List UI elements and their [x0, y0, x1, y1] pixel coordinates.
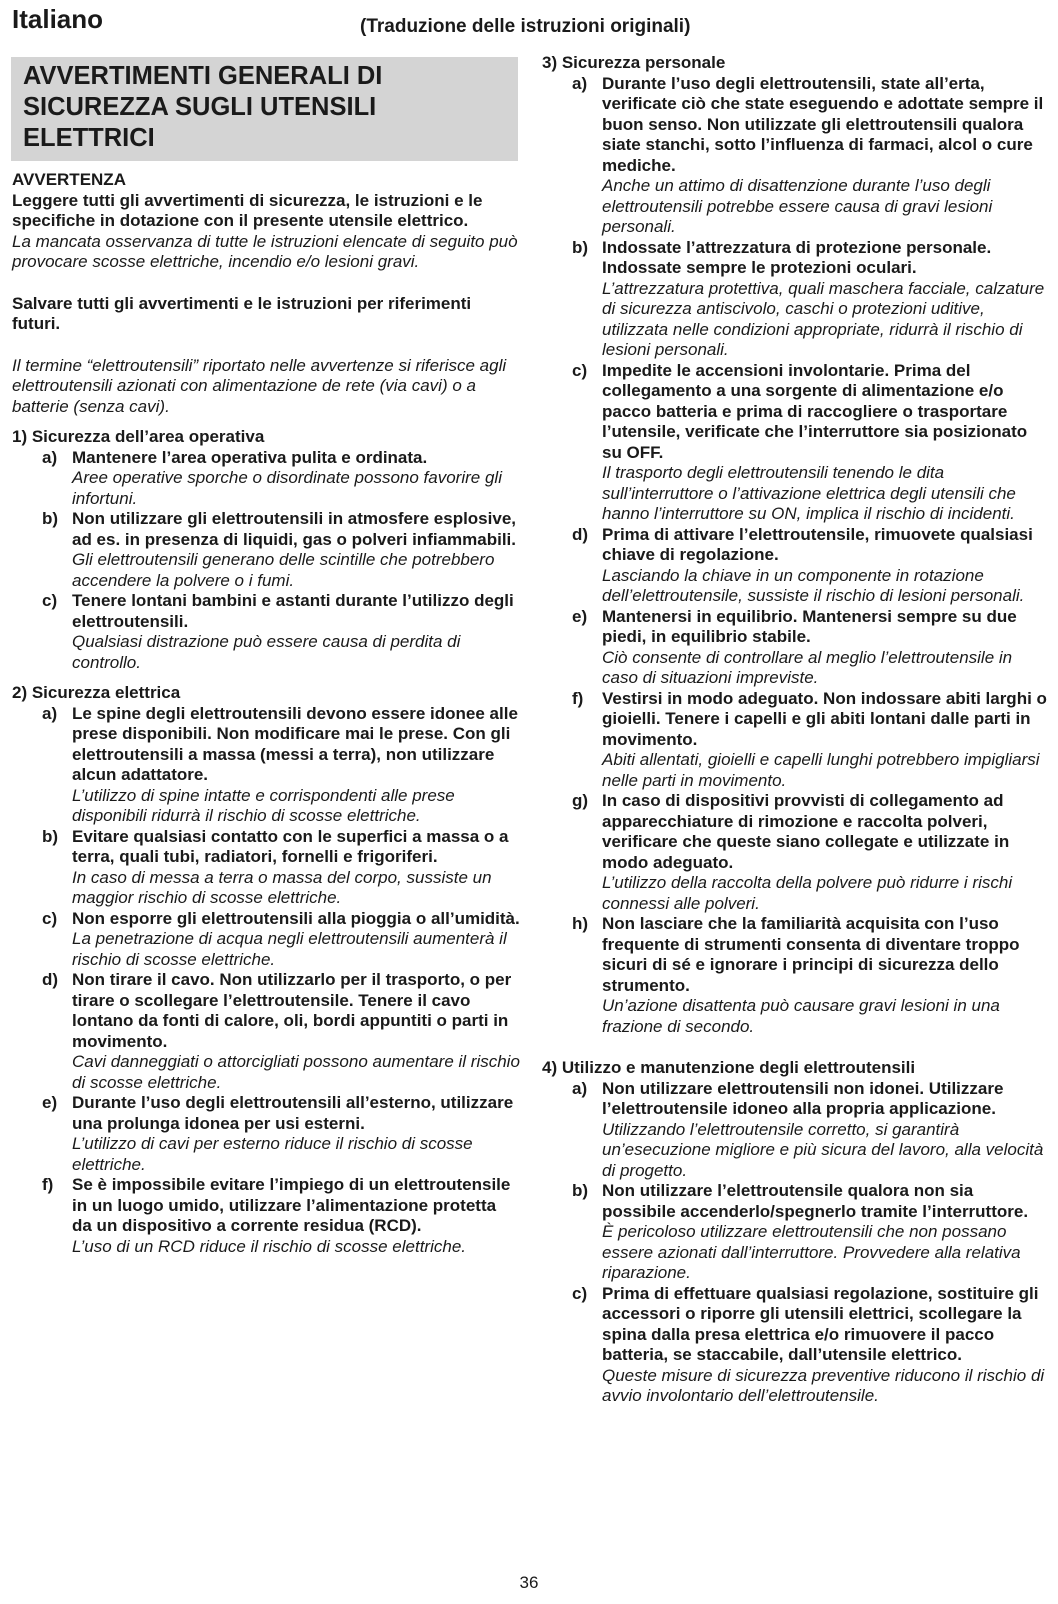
left-column: [12, 170, 520, 1257]
item-instruction: Non esporre gli elettroutensili alla pioggia o all’umidità.: [72, 908, 520, 928]
list-item: [542, 1181, 1048, 1284]
item-instruction: Prima di effettuare qualsiasi regolazione, sostituire gli accessori o riporre gli utensili elettrici, scollegare la spina dalla presa elettrica e/o rimuovere il pacco batteria, se staccabile, dall’utensile elettrico.: [602, 1283, 1039, 1364]
list-item: [12, 909, 520, 971]
item-label: c): [572, 1283, 588, 1303]
item-instruction: Non lasciare che la familiarità acquisita con l’uso frequente di strumenti consenta di diventare troppo sicuri di sé e ignorare i principi di sicurezza dello strumento.: [602, 914, 1020, 995]
list-item: [12, 509, 520, 591]
item-label: c): [42, 591, 58, 610]
item-label: f): [42, 1175, 54, 1194]
section-work-area: [12, 427, 520, 673]
item-explanation: L’utilizzo di cavi per esterno riduce il rischio di scosse elettriche.: [72, 1134, 473, 1174]
item-instruction: Tenere lontani bambini e astanti durante l’utilizzo degli elettroutensili.: [72, 591, 514, 631]
item-instruction: Non tirare il cavo. Non utilizzarlo per il trasporto, o per tirare o scollegare l’elettroutensile. Tenere il cavo lontano da fonti di calore, oli, bordi appuntiti o parti in movimento.: [72, 970, 512, 1051]
item-instruction: Non utilizzare gli elettroutensili in atmosfere esplosive, ad es. in presenza di liquidi, gas o polveri infiammabili.: [72, 509, 516, 549]
item-explanation: Cavi danneggiati o attorcigliati possono aumentare il rischio di scosse elettriche.: [72, 1052, 520, 1092]
item-explanation: Aree operative sporche o disordinate possono favorire gli infortuni.: [72, 468, 502, 508]
warning-consequence: La mancata osservanza di tutte le istruzioni elencate di seguito può provocare scosse elettriche, incendio e/o lesioni gravi.: [12, 231, 518, 271]
item-label: a): [572, 1078, 588, 1098]
item-label: d): [42, 970, 59, 989]
list-item: [542, 1079, 1048, 1182]
item-explanation: In caso di messa a terra o massa del corpo, sussiste un maggior rischio di scosse elettriche.: [72, 867, 492, 907]
translation-subtitle: (Traduzione delle istruzioni originali): [360, 16, 691, 37]
section-title: 3) Sicurezza personale: [542, 53, 726, 72]
save-instructions: Salvare tutti gli avvertimenti e le istruzioni per riferimenti futuri.: [12, 293, 472, 333]
item-instruction: Le spine degli elettroutensili devono essere idonee alle prese disponibili. Non modificare mai le prese. Con gli elettroutensili a massa (messi a terra), non utilizzare alcun adattatore.: [72, 703, 518, 784]
item-label: b): [42, 509, 59, 528]
item-instruction: Impedite le accensioni involontarie. Prima del collegamento a una sorgente di alimentazione e/o pacco batteria e prima di raccogliere o trasportare l’utensile, verificate che l’interruttore sia posizionato su OFF.: [602, 360, 1028, 462]
item-label: c): [572, 360, 588, 380]
item-explanation: L’utilizzo di spine intatte e corrispondenti alle prese disponibili ridurrà il rischio di scosse elettriche.: [72, 785, 455, 825]
item-explanation: Anche un attimo di disattenzione durante l’uso degli elettroutensili potrebbe essere causa di gravi lesioni personali.: [602, 176, 993, 236]
list-item: [542, 607, 1048, 689]
item-explanation: È pericoloso utilizzare elettroutensili che non possano essere azionati dall’interruttore. Provvedere alla relativa riparazione.: [602, 1222, 1021, 1282]
item-label: a): [42, 703, 58, 723]
item-label: b): [572, 237, 589, 257]
item-explanation: L’uso di un RCD riduce il rischio di scosse elettriche.: [72, 1236, 467, 1256]
list-item: [542, 914, 1048, 1037]
item-instruction: Mantenere l’area operativa pulita e ordinata.: [72, 447, 428, 467]
item-explanation: Abiti allentati, gioielli e capelli lunghi potrebbero impigliarsi nelle parti in movimento.: [602, 750, 1040, 790]
item-instruction: Durante l’uso degli elettroutensili all’esterno, utilizzare una prolunga idonea per usi esterni.: [72, 1093, 514, 1133]
list-item: [542, 689, 1048, 792]
list-item: [542, 525, 1048, 607]
item-explanation: Un’azione disattenta può causare gravi lesioni in una frazione di secondo.: [602, 996, 1000, 1036]
page-title: AVVERTIMENTI GENERALI DI SICUREZZA SUGLI UTENSILI ELETTRICI: [23, 62, 383, 152]
item-instruction: In caso di dispositivi provvisti di collegamento ad apparecchiature di rimozione e raccolta polveri, verificare che queste siano collegate e utilizzate in modo adeguato.: [602, 791, 1010, 872]
page-number: 36: [519, 1573, 539, 1592]
item-explanation: L’utilizzo della raccolta della polvere può ridurre i rischi connessi alle polveri.: [602, 873, 1013, 913]
section-title: 1) Sicurezza dell’area operativa: [12, 427, 265, 446]
list-item: [542, 74, 1048, 238]
title-banner: [11, 57, 518, 161]
item-instruction: Evitare qualsiasi contatto con le superfici a massa o a terra, quali tubi, radiatori, fornelli e frigoriferi.: [72, 826, 509, 866]
item-label: g): [572, 791, 589, 810]
item-instruction: Non utilizzare l’elettroutensile qualora non sia possibile accenderlo/spegnerlo tramite l’interruttore.: [602, 1181, 1029, 1221]
item-explanation: Il trasporto degli elettroutensili tenendo le dita sull’interruttore o l’attivazione elettrica degli utensili che hanno l’interruttore su ON, implica il rischio di incidenti.: [602, 463, 1016, 523]
item-instruction: Se è impossibile evitare l’impiego di un elettroutensile in un luogo umido, utilizzare l’alimentazione protetta da un dispositivo a corrente residua (RCD).: [72, 1175, 511, 1235]
item-explanation: L’attrezzatura protettiva, quali maschera facciale, calzature di sicurezza antiscivolo, caschi o protezioni uditive, utilizzata nelle condizioni appropriate, ridurrà il rischio di lesioni personali.: [602, 278, 1045, 359]
language-label: Italiano: [12, 4, 104, 34]
item-explanation: Queste misure di sicurezza preventive riducono il rischio di avvio involontario dell’elettroutensile.: [602, 1365, 1045, 1405]
right-column: [542, 53, 1048, 1407]
item-label: d): [572, 524, 589, 544]
section-title: 2) Sicurezza elettrica: [12, 683, 181, 702]
item-instruction: Prima di attivare l’elettroutensile, rimuovete qualsiasi chiave di regolazione.: [602, 524, 1033, 564]
list-item: [12, 704, 520, 827]
item-instruction: Non utilizzare elettroutensili non idonei. Utilizzare l’elettroutensile idoneo alla propria applicazione.: [602, 1078, 1004, 1118]
list-item: [12, 970, 520, 1093]
list-item: [12, 1175, 520, 1257]
list-item: [542, 791, 1048, 914]
item-label: c): [42, 908, 58, 928]
item-explanation: Utilizzando l’elettroutensile corretto, si garantirà un’esecuzione migliore e più sicura del lavoro, alla velocità di progetto.: [602, 1119, 1044, 1180]
list-item: [12, 827, 520, 909]
item-label: e): [572, 606, 588, 626]
list-item: [542, 238, 1048, 361]
list-item: [542, 361, 1048, 525]
item-label: f): [572, 688, 584, 708]
item-instruction: Indossate l’attrezzatura di protezione personale. Indossate sempre le protezioni oculari.: [602, 237, 992, 277]
item-instruction: Mantenersi in equilibrio. Mantenersi sempre su due piedi, in equilibrio stabile.: [602, 606, 1017, 646]
item-instruction: Durante l’uso degli elettroutensili, state all’erta, verificate ciò che state eseguendo e adottate sempre il buon senso. Non utilizzate gli elettroutensili qualora siate stanchi, sotto l’influenza di farmaci, alcol o cure mediche.: [602, 73, 1044, 175]
item-explanation: Qualsiasi distrazione può essere causa di perdita di controllo.: [72, 632, 461, 672]
item-label: h): [572, 914, 589, 933]
section-electrical-safety: [12, 683, 520, 1257]
item-label: a): [572, 73, 588, 93]
item-explanation: Ciò consente di controllare al meglio l’elettroutensile in caso di situazioni impreviste.: [602, 647, 1013, 687]
item-label: e): [42, 1093, 58, 1112]
item-instruction: Vestirsi in modo adeguato. Non indossare abiti larghi o gioielli. Tenere i capelli e gli abiti lontani dalle parti in movimento.: [602, 688, 1047, 749]
section-personal-safety: [542, 53, 1048, 1037]
item-label: a): [42, 447, 58, 467]
item-explanation: Lasciando la chiave in un componente in rotazione dell’elettroutensile, sussiste il rischio di lesioni personali.: [602, 565, 1025, 605]
section-tool-use-maintenance: [542, 1058, 1048, 1407]
section-title: 4) Utilizzo e manutenzione degli elettroutensili: [542, 1058, 916, 1077]
item-explanation: Gli elettroutensili generano delle scintille che potrebbero accendere la polvere o i fumi.: [72, 550, 495, 590]
list-item: [12, 1093, 520, 1175]
list-item: [12, 448, 520, 510]
warning-heading: AVVERTENZA: [12, 170, 126, 189]
item-label: b): [572, 1181, 589, 1200]
item-explanation: La penetrazione di acqua negli elettroutensili aumenterà il rischio di scosse elettriche.: [72, 929, 507, 969]
list-item: [12, 591, 520, 673]
term-note: Il termine “elettroutensili” riportato nelle avvertenze si riferisce agli elettroutensili azionati con alimentazione de rete (via cavi) o a batterie (senza cavi).: [12, 355, 507, 416]
list-item: [542, 1284, 1048, 1407]
warning-text: Leggere tutti gli avvertimenti di sicurezza, le istruzioni e le specifiche in dotazione con il presente utensile elettrico.: [12, 190, 483, 230]
item-label: b): [42, 826, 59, 846]
